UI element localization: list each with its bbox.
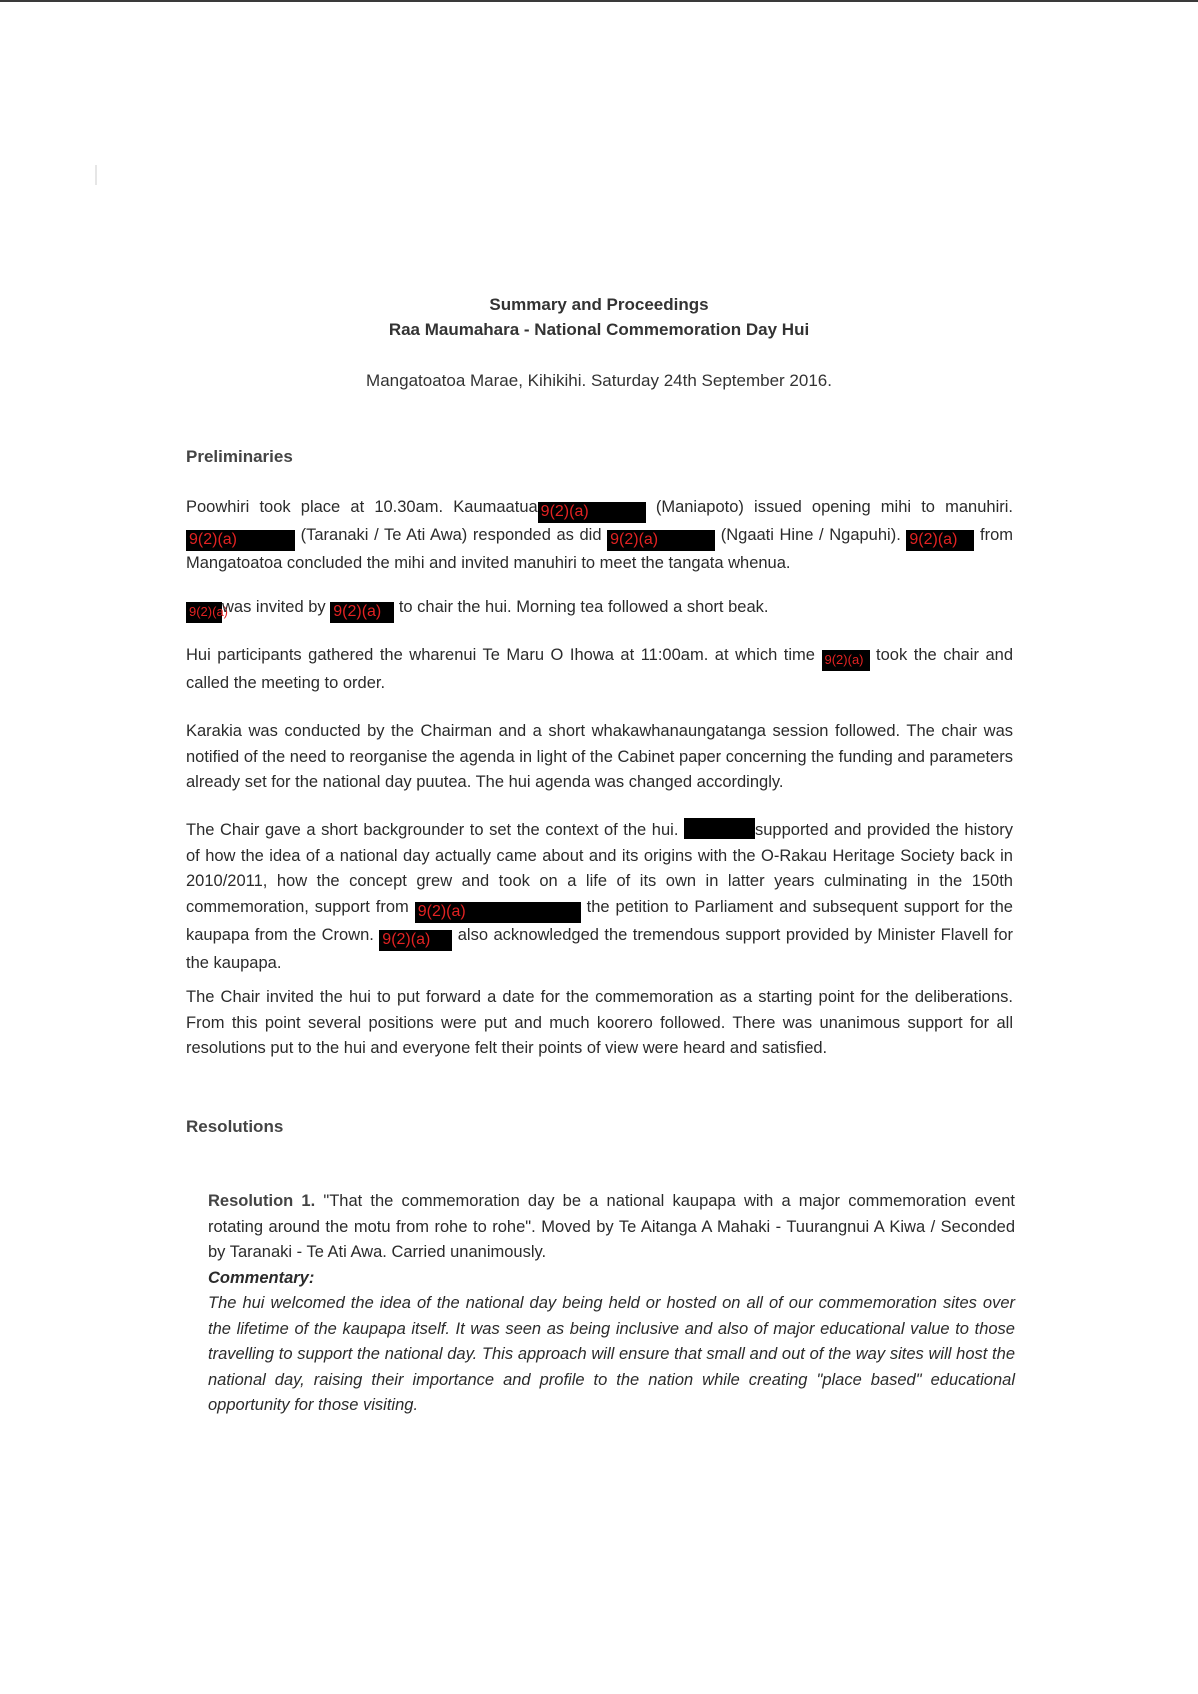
text-run: took the chair and called the meeting to order.	[186, 646, 1014, 692]
text-run: (Ngaati Hine / Ngapuhi).	[720, 526, 901, 544]
resolution-label: Resolution 1.	[208, 1192, 316, 1210]
text-run: Poowhiri took place at 10.30am. Kaumaatua	[186, 498, 538, 516]
document-subtitle-title: Raa Maumahara - National Commemoration Day Hui	[388, 320, 810, 339]
text-run: to chair the hui. Morning tea followed a short beak.	[398, 598, 769, 616]
resolution-1	[208, 1189, 1015, 1419]
venue-date: Mangatoatoa Marae, Kihikihi. Saturday 24th September 2016.	[366, 371, 832, 390]
preliminaries-heading: Preliminaries	[186, 447, 293, 466]
commentary-label: Commentary:	[208, 1268, 315, 1287]
redaction-box: 9(2)(a)	[415, 902, 581, 923]
redaction-box: 9(2)(a)	[186, 530, 295, 551]
redaction-box: 9(2)(a)	[607, 530, 715, 551]
paragraph-backgrounder	[186, 818, 1013, 976]
redaction-box: 9(2)(a)	[186, 602, 222, 623]
paragraph-date-deliberation: The Chair invited the hui to put forward a date for the commemoration as a starting point for the deliberations. From this point several positions were put and much koorero followed. There was unanimous support for all resolutions put to the hui and everyone felt their points of view were heard and satisfied.	[186, 988, 1013, 1057]
text-run: The Chair gave a short backgrounder to set the context of the hui.	[186, 821, 679, 839]
paragraph-gathering	[186, 643, 1013, 697]
text-run: was invited by	[222, 598, 326, 616]
redaction-box	[684, 818, 755, 839]
text-run: also acknowledged the tremendous support provided by Minister Flavell for the kaupapa.	[186, 925, 1014, 972]
resolution-text: "That the commemoration day be a national kaupapa with a major commemoration event rotating around the motu from rohe to rohe". Moved by Te Aitanga A Mahaki - Tuurangnui A Kiwa / Seconded by Taranaki - Te Ati Awa. Carried unanimously.	[208, 1192, 1016, 1261]
redaction-box: 9(2)(a)	[906, 530, 974, 551]
resolutions-heading: Resolutions	[186, 1117, 284, 1136]
redaction-box: 9(2)(a)	[330, 602, 394, 623]
text-run: (Maniapoto) issued opening mihi to manuhiri.	[655, 498, 1013, 516]
paragraph-poowhiri	[186, 495, 1013, 577]
paragraph-karakia: Karakia was conducted by the Chairman and a short whakawhanaungatanga session followed. The chair was notified of the need to reorganise the agenda in light of the Cabinet paper concerning the funding and parameters already set for the national day puutea. The hui agenda was changed accordingly.	[186, 722, 1013, 791]
redaction-box: 9(2)(a)	[379, 930, 452, 951]
text-run: from Mangatoatoa concluded the mihi and invited manuhiri to meet the tangata whenua.	[186, 526, 1013, 572]
text-run: the petition to Parliament and subsequent support for the kaupapa from the Crown.	[186, 897, 1013, 944]
document-title: Summary and Proceedings	[489, 295, 709, 314]
text-run: Hui participants gathered the wharenui Te Maru O Ihowa at 11:00am. at which time	[186, 646, 815, 664]
text-run: (Taranaki / Te Ati Awa) responded as did	[300, 526, 602, 544]
paragraph-chair-invited	[186, 595, 1013, 623]
text-run: supported and provided the history of how the idea of a national day actually came about and its origins with the O-Rakau Heritage Society back in 2010/2011, how the concept grew and took on a life of its own in latter years culminating in the 150th commemoration, support from	[186, 821, 1013, 916]
commentary-text: The hui welcomed the idea of the national day being held or hosted on all of our commemoration sites over the lifetime of the kaupapa itself. It was seen as being inclusive and also of major educational value to those travelling to support the national day. This approach will ensure that small and out of the way sites will host the national day, raising their importance and profile to the nation while creating "place based" educational opportunity for those visiting.	[208, 1294, 1015, 1414]
redaction-box: 9(2)(a)	[538, 502, 646, 523]
redaction-box: 9(2)(a)	[822, 650, 870, 671]
